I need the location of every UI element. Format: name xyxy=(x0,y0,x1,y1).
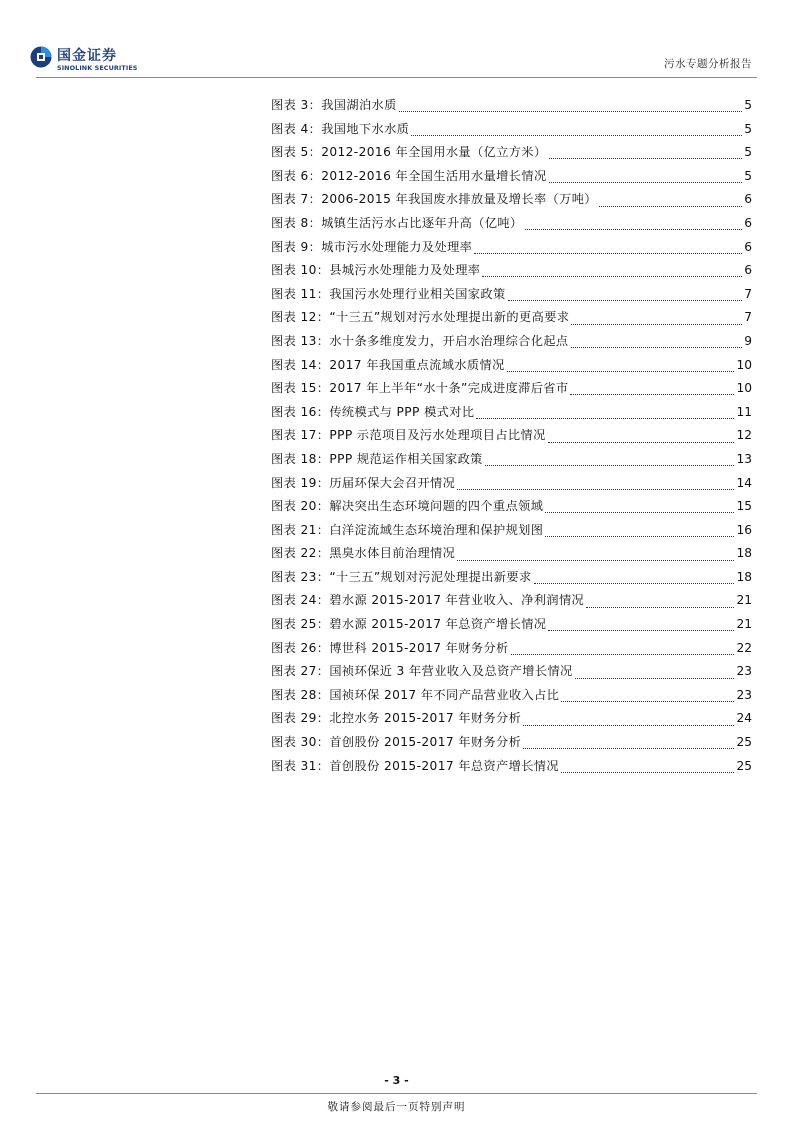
toc-entry-label[interactable]: 图表 7：2006-2015 年我国废水排放量及增长率（万吨） xyxy=(271,192,597,207)
toc-entry-label[interactable]: 图表 29：北控水务 2015-2017 年财务分析 xyxy=(271,711,522,726)
toc-dot-leader xyxy=(586,607,734,608)
logo-english-name: SINOLINK SECURITIES xyxy=(57,64,138,72)
toc-entry[interactable] xyxy=(271,660,752,684)
toc-entry[interactable] xyxy=(271,613,752,637)
toc-entry-label[interactable]: 图表 14：2017 年我国重点流域水质情况 xyxy=(271,357,505,372)
toc-entry[interactable] xyxy=(271,377,752,401)
toc-dot-leader xyxy=(548,442,735,443)
toc-entry[interactable] xyxy=(271,684,752,708)
toc-entry-page[interactable]: 11 xyxy=(736,404,752,419)
toc-entry-label[interactable]: 图表 8：城镇生活污水占比逐年升高（亿吨） xyxy=(271,215,523,230)
toc-entry-label[interactable]: 图表 16：传统模式与 PPP 模式对比 xyxy=(271,404,475,419)
toc-entry-label[interactable]: 图表 26：博世科 2015-2017 年财务分析 xyxy=(271,640,509,655)
toc-entry-label[interactable]: 图表 10：县城污水处理能力及处理率 xyxy=(271,263,481,278)
header-divider xyxy=(36,77,757,78)
toc-dot-leader xyxy=(561,701,734,702)
toc-entry[interactable] xyxy=(271,589,752,613)
toc-entry-page[interactable]: 6 xyxy=(744,263,752,278)
toc-dot-leader xyxy=(399,111,743,112)
toc-entry-page[interactable]: 25 xyxy=(736,758,752,773)
toc-entry-page[interactable]: 10 xyxy=(736,381,752,396)
toc-dot-leader xyxy=(508,300,743,301)
toc-dot-leader xyxy=(411,135,742,136)
toc-entry-page[interactable]: 6 xyxy=(744,239,752,254)
toc-entry-label[interactable]: 图表 20：解决突出生态环境问题的四个重点领域 xyxy=(271,499,544,514)
toc-entry-page[interactable]: 23 xyxy=(736,687,752,702)
toc-entry-page[interactable]: 6 xyxy=(744,192,752,207)
disclaimer-note: 敬请参阅最后一页特别声明 xyxy=(327,1101,466,1113)
page-number: - 3 - xyxy=(384,1074,409,1087)
toc-entry-page[interactable]: 15 xyxy=(736,499,752,514)
figure-list xyxy=(271,94,752,778)
toc-dot-leader xyxy=(457,560,734,561)
toc-dot-leader xyxy=(549,158,743,159)
toc-entry[interactable] xyxy=(271,212,752,236)
toc-entry[interactable] xyxy=(271,566,752,590)
toc-entry-page[interactable]: 21 xyxy=(736,593,752,608)
toc-entry[interactable] xyxy=(271,236,752,260)
toc-entry-label[interactable]: 图表 17：PPP 示范项目及污水处理项目占比情况 xyxy=(271,428,546,443)
sinolink-logo-icon xyxy=(30,46,52,68)
toc-entry-page[interactable]: 6 xyxy=(744,215,752,230)
toc-entry[interactable] xyxy=(271,448,752,472)
toc-entry[interactable] xyxy=(271,731,752,755)
toc-entry-page[interactable]: 13 xyxy=(736,451,752,466)
logo-chinese-name: 国金证券 xyxy=(57,48,117,64)
toc-entry-page[interactable]: 7 xyxy=(744,286,752,301)
toc-entry-page[interactable]: 23 xyxy=(736,664,752,679)
footer-divider xyxy=(36,1093,757,1094)
toc-entry[interactable] xyxy=(271,118,752,142)
toc-entry-page[interactable]: 22 xyxy=(736,640,752,655)
toc-entry[interactable] xyxy=(271,330,752,354)
toc-entry-label[interactable]: 图表 3：我国湖泊水质 xyxy=(271,98,397,112)
toc-dot-leader xyxy=(570,394,734,395)
toc-entry[interactable] xyxy=(271,165,752,189)
toc-entry-page[interactable]: 18 xyxy=(736,569,752,584)
toc-dot-leader xyxy=(511,654,735,655)
toc-entry-label[interactable]: 图表 15：2017 年上半年“水十条”完成进度滞后省市 xyxy=(271,381,569,396)
report-title: 污水专题分析报告 xyxy=(664,58,752,70)
toc-entry-label[interactable]: 图表 4：我国地下水水质 xyxy=(271,121,410,136)
toc-dot-leader xyxy=(534,583,735,584)
toc-dot-leader xyxy=(523,748,734,749)
toc-dot-leader xyxy=(474,253,742,254)
toc-entry-label[interactable]: 图表 27：国祯环保近 3 年营业收入及总资产增长情况 xyxy=(271,664,573,679)
toc-entry-label[interactable]: 图表 11：我国污水处理行业相关国家政策 xyxy=(271,286,506,301)
toc-entry-label[interactable]: 图表 22：黑臭水体目前治理情况 xyxy=(271,546,456,561)
toc-dot-leader xyxy=(476,418,734,419)
toc-entry-page[interactable]: 9 xyxy=(744,333,752,348)
toc-dot-leader xyxy=(507,371,735,372)
toc-entry-page[interactable]: 5 xyxy=(744,145,752,160)
toc-entry[interactable] xyxy=(271,283,752,307)
toc-entry-page[interactable]: 5 xyxy=(744,168,752,183)
toc-dot-leader xyxy=(545,536,734,537)
toc-entry[interactable] xyxy=(271,542,752,566)
toc-entry-label[interactable]: 图表 12：“十三五”规划对污水处理提出新的更高要求 xyxy=(271,310,570,325)
toc-entry[interactable] xyxy=(271,259,752,283)
toc-entry-page[interactable]: 25 xyxy=(736,735,752,750)
toc-entry-label[interactable]: 图表 6：2012-2016 年全国生活用水量增长情况 xyxy=(271,168,547,183)
toc-entry-label[interactable]: 图表 5：2012-2016 年全国用水量（亿立方米） xyxy=(271,145,547,160)
toc-entry[interactable] xyxy=(271,495,752,519)
toc-entry-label[interactable]: 图表 23：“十三五”规划对污泥处理提出新要求 xyxy=(271,569,532,584)
toc-dot-leader xyxy=(525,229,743,230)
toc-entry-label[interactable]: 图表 30：首创股份 2015-2017 年财务分析 xyxy=(271,735,522,750)
toc-entry[interactable] xyxy=(271,94,752,118)
toc-dot-leader xyxy=(575,678,735,679)
toc-entry-page[interactable]: 24 xyxy=(736,711,752,726)
toc-entry-label[interactable]: 图表 25：碧水源 2015-2017 年总资产增长情况 xyxy=(271,617,547,632)
toc-entry-page[interactable]: 7 xyxy=(744,310,752,325)
toc-entry[interactable] xyxy=(271,306,752,330)
company-logo xyxy=(30,45,160,75)
toc-entry-page[interactable]: 16 xyxy=(736,522,752,537)
toc-dot-leader xyxy=(561,772,735,773)
toc-entry[interactable] xyxy=(271,707,752,731)
toc-dot-leader xyxy=(482,276,742,277)
toc-entry-label[interactable]: 图表 13：水十条多维度发力，开启水治理综合化起点 xyxy=(271,333,569,348)
toc-entry[interactable] xyxy=(271,401,752,425)
toc-entry-label[interactable]: 图表 24：碧水源 2015-2017 年营业收入、净利润情况 xyxy=(271,593,585,608)
toc-entry[interactable] xyxy=(271,519,752,543)
toc-entry-label[interactable]: 图表 18：PPP 规范运作相关国家政策 xyxy=(271,451,483,466)
toc-entry-label[interactable]: 图表 28：国祯环保 2017 年不同产品营业收入占比 xyxy=(271,687,560,702)
toc-entry[interactable] xyxy=(271,637,752,661)
toc-dot-leader xyxy=(571,347,743,348)
toc-entry-page[interactable]: 10 xyxy=(736,357,752,372)
toc-dot-leader xyxy=(599,206,742,207)
page-header xyxy=(0,0,793,80)
toc-dot-leader xyxy=(571,324,742,325)
toc-entry[interactable] xyxy=(271,188,752,212)
toc-entry-label[interactable]: 图表 9：城市污水处理能力及处理率 xyxy=(271,239,473,254)
toc-entry-page[interactable]: 5 xyxy=(744,98,752,112)
toc-entry[interactable] xyxy=(271,755,752,779)
toc-entry[interactable] xyxy=(271,472,752,496)
toc-entry-label[interactable]: 图表 19：历届环保大会召开情况 xyxy=(271,475,456,490)
toc-entry[interactable] xyxy=(271,354,752,378)
toc-dot-leader xyxy=(523,725,734,726)
toc-dot-leader xyxy=(485,465,735,466)
toc-dot-leader xyxy=(545,512,734,513)
toc-entry-page[interactable]: 18 xyxy=(736,546,752,561)
toc-entry-page[interactable]: 21 xyxy=(736,617,752,632)
toc-entry-page[interactable]: 14 xyxy=(736,475,752,490)
toc-dot-leader xyxy=(549,182,743,183)
toc-entry-label[interactable]: 图表 21：白洋淀流域生态环境治理和保护规划图 xyxy=(271,522,544,537)
toc-entry-page[interactable]: 5 xyxy=(744,121,752,136)
toc-entry-page[interactable]: 12 xyxy=(736,428,752,443)
toc-entry[interactable] xyxy=(271,424,752,448)
toc-dot-leader xyxy=(548,630,734,631)
toc-entry[interactable] xyxy=(271,141,752,165)
toc-entry-label[interactable]: 图表 31：首创股份 2015-2017 年总资产增长情况 xyxy=(271,758,559,773)
toc-dot-leader xyxy=(457,489,734,490)
